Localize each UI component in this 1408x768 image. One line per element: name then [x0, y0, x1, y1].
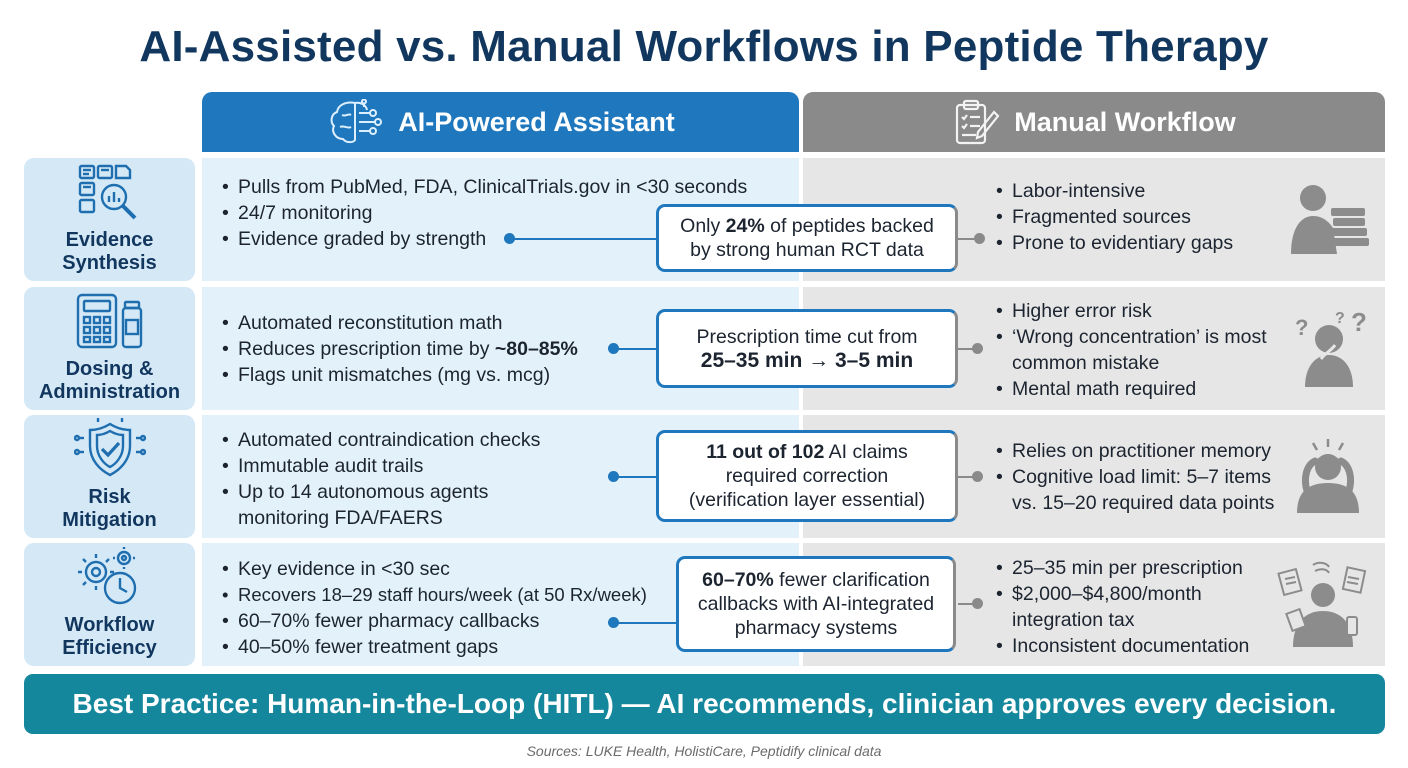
list-item: • 40–50% fewer treatment gaps: [222, 634, 647, 660]
row-label-text: Dosing & Administration: [38, 358, 181, 403]
gears-clock-icon: [76, 546, 144, 608]
list-item: • Pulls from PubMed, FDA, ClinicalTrials.gov in <30 seconds: [222, 174, 747, 200]
brain-circuit-icon: [326, 99, 384, 145]
callout-risk-mitigation: [656, 430, 958, 522]
sources-caption: Sources: LUKE Health, HolistiCare, Peptidify clinical data: [526, 743, 882, 759]
ai-column-header: [202, 92, 799, 152]
list-item: • Inconsistent documentation: [996, 633, 1266, 659]
connector-dot: [608, 343, 619, 354]
list-item: • Higher error risk: [996, 298, 1286, 324]
callout-text: pharmacy systems: [734, 617, 898, 639]
list-item: • Automated contraindication checks: [222, 427, 540, 453]
connector-dot: [608, 617, 619, 628]
callout-text: Prescription time cut from: [696, 325, 918, 348]
list-item: • Immutable audit trails: [222, 453, 540, 479]
callout-highlight: 11 out of 102: [706, 441, 825, 463]
connector-dot: [608, 471, 619, 482]
list-item: • Evidence graded by strength: [222, 226, 747, 252]
callout-text: AI claims: [824, 441, 908, 463]
list-item: • 24/7 monitoring: [222, 200, 747, 226]
list-item-text: Reduces prescription time by: [238, 338, 495, 360]
list-item: • Up to 14 autonomous agents monitoring FDA/FAERS: [222, 479, 522, 531]
best-practice-banner: Best Practice: Human-in-the-Loop (HITL) — AI recommends, clinician approves every decision.: [24, 674, 1385, 734]
list-item: • 25–35 min per prescription: [996, 555, 1266, 581]
ai-column-label: AI-Powered Assistant: [398, 106, 675, 137]
manual-bullet-list: [996, 178, 1233, 256]
list-item: • Relies on practitioner memory: [996, 438, 1296, 464]
connector-line: [510, 238, 656, 240]
ai-bullet-list: [222, 427, 540, 531]
row-label-text: Risk Mitigation: [62, 486, 157, 531]
row-label-risk-mitigation: [24, 415, 195, 538]
calculator-vial-icon: [75, 292, 145, 352]
callout-text: Only: [680, 215, 726, 237]
list-item: • Automated reconstitution math: [222, 310, 578, 336]
connector-dot: [972, 598, 983, 609]
manual-bullet-list: [996, 555, 1266, 659]
list-item: • Recovers 18–29 staff hours/week (at 50 Rx/week): [222, 582, 647, 608]
callout-text: (verification layer essential): [688, 489, 926, 511]
manual-bullet-list: [996, 438, 1296, 516]
list-item: • Flags unit mismatches (mg vs. mcg): [222, 362, 578, 388]
callout-highlight: 24%: [725, 215, 765, 237]
connector-line: [614, 476, 656, 478]
svg-text:?: ?: [1295, 315, 1309, 340]
ai-bullet-list: [222, 556, 647, 660]
list-item-highlight: ~80–85%: [494, 338, 578, 360]
manual-column-label: Manual Workflow: [1014, 106, 1236, 137]
callout-text: required correction: [725, 465, 889, 487]
row-label-text: Workflow Efficiency: [62, 614, 157, 659]
row-label-workflow-efficiency: [24, 543, 195, 666]
callout-highlight: 25–35 min → 3–5 min: [700, 348, 914, 372]
callout-text: by strong human RCT data: [690, 239, 924, 261]
callout-evidence-synthesis: [656, 204, 958, 272]
connector-dot: [974, 233, 985, 244]
documents-magnifier-icon: [77, 163, 143, 223]
row-label-dosing-administration: [24, 287, 195, 410]
page-title: AI-Assisted vs. Manual Workflows in Peptide Therapy: [139, 22, 1269, 71]
manual-column-header: [803, 92, 1385, 152]
callout-text: of peptides backed: [764, 215, 934, 237]
svg-text:?: ?: [1335, 310, 1345, 327]
callout-text: callbacks with AI-integrated: [697, 593, 935, 615]
list-item: • Labor-intensive: [996, 178, 1233, 204]
stressed-person-icon: [1287, 435, 1369, 515]
callout-highlight: 60–70%: [702, 569, 774, 591]
callout-dosing-administration: [656, 309, 958, 388]
confused-person-icon: [1291, 309, 1371, 387]
shield-check-icon: [74, 418, 146, 480]
connector-dot: [504, 233, 515, 244]
callout-workflow-efficiency: [676, 556, 956, 652]
ai-bullet-list: [222, 310, 578, 388]
list-item: • 60–70% fewer pharmacy callbacks: [222, 608, 647, 634]
connector-line: [614, 348, 656, 350]
row-label-evidence-synthesis: [24, 158, 195, 281]
row-label-text: Evidence Synthesis: [62, 229, 157, 274]
list-item: • $2,000–$4,800/month integration tax: [996, 581, 1266, 633]
manual-bullet-list: [996, 298, 1286, 402]
callout-text: fewer clarification: [773, 569, 930, 591]
list-item: • Fragmented sources: [996, 204, 1233, 230]
overwhelmed-person-papers-icon: [1275, 559, 1371, 649]
list-item: • Key evidence in <30 sec: [222, 556, 647, 582]
connector-dot: [972, 343, 983, 354]
clipboard-pencil-icon: [952, 98, 1000, 146]
list-item: • Mental math required: [996, 376, 1286, 402]
svg-text:?: ?: [1351, 309, 1367, 337]
list-item: • ‘Wrong concentration’ is most common mistake: [996, 324, 1286, 376]
list-item: [222, 336, 578, 362]
list-item: • Cognitive load limit: 5–7 items vs. 15–20 required data points: [996, 464, 1296, 516]
connector-line: [614, 622, 676, 624]
person-with-books-icon: [1287, 182, 1373, 256]
connector-dot: [972, 471, 983, 482]
list-item: • Prone to evidentiary gaps: [996, 230, 1233, 256]
